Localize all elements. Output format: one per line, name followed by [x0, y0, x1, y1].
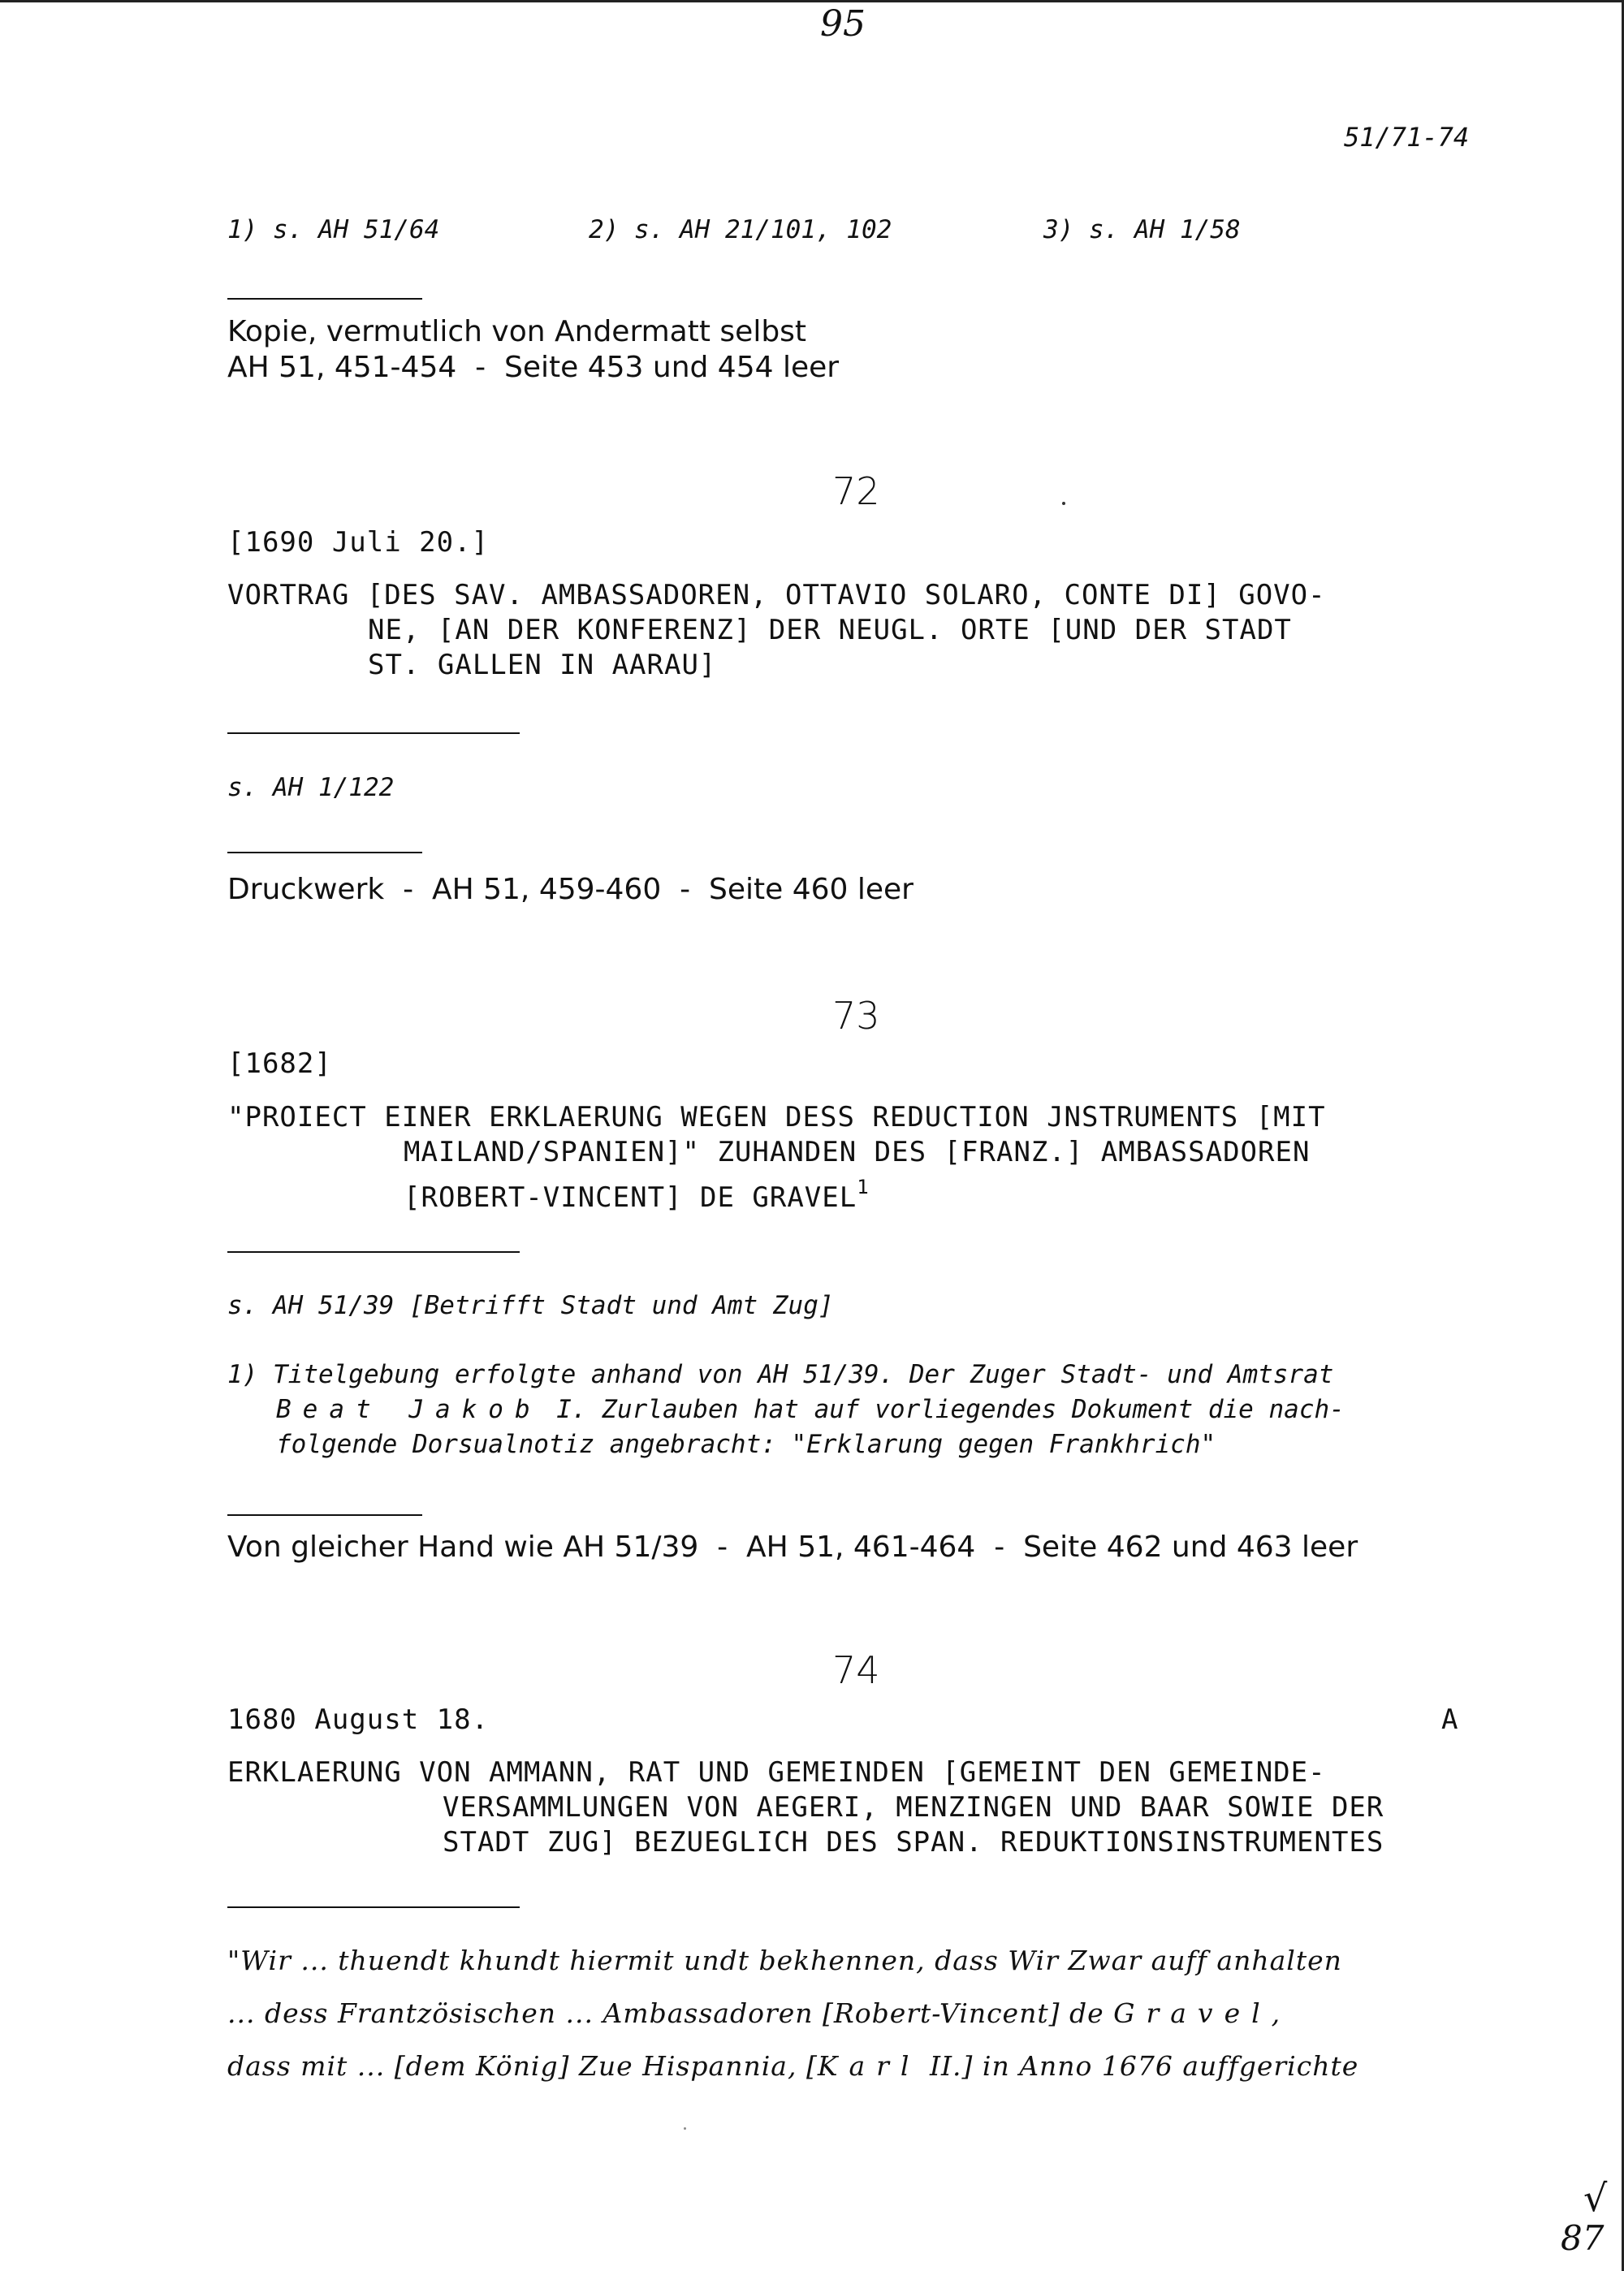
source-line: Von gleicher Hand wie AH 51/39 - AH 51, 461-464 - Seite 462 und 463 leer	[227, 1531, 1358, 1564]
quote-text: ... dess Frantzösischen ... Ambassadoren [Robert-Vincent] de	[227, 1997, 1114, 2029]
handwritten-number: 87	[1561, 2218, 1605, 2258]
separator-rule	[227, 298, 422, 300]
source-line: Druckwerk - AH 51, 459-460 - Seite 460 leer	[227, 873, 914, 906]
separator-rule	[227, 1906, 520, 1908]
document-number: 73	[832, 994, 880, 1038]
document-title-line: "PROIECT EINER ERKLAERUNG WEGEN DESS REDUCTION JNSTRUMENTS [MIT	[227, 1101, 1326, 1133]
document-title-line: ST. GALLEN IN AARAU]	[368, 649, 717, 681]
document-number: 74	[832, 1648, 880, 1692]
separator-rule	[227, 1514, 422, 1516]
document-title-line	[404, 1170, 870, 1215]
spaced-name: Beat Jakob	[276, 1395, 542, 1424]
footnote-text-rest: I. Zurlauben hat auf vorliegendes Dokument die nach-	[541, 1395, 1345, 1424]
source-line: AH 51, 451-454 - Seite 453 und 454 leer	[227, 351, 840, 384]
page-border-top	[0, 0, 1624, 2]
stray-dot	[684, 2127, 686, 2130]
quote-text: II.] in Anno 1676 auffgerichte	[920, 2050, 1359, 2082]
document-marker: A	[1441, 1703, 1459, 1736]
quote-text: dass mit ... [dem König] Zue Hispannia, [	[227, 2050, 818, 2082]
document-date: [1682]	[227, 1047, 332, 1080]
separator-rule	[227, 732, 520, 734]
stray-dot	[1062, 502, 1065, 505]
document-title-line: ERKLAERUNG VON AMMANN, RAT UND GEMEINDEN [GEMEINT DEN GEMEINDE-	[227, 1756, 1326, 1789]
document-title-line: VERSAMMLUNGEN VON AEGERI, MENZINGEN UND BAAR SOWIE DER	[443, 1791, 1384, 1824]
quote-line	[227, 1997, 1281, 2029]
footnote-text: 1) Titelgebung erfolgte anhand von AH 51/39. Der Zuger Stadt- und Amtsrat	[227, 1360, 1334, 1389]
footnote-2: 2) s. AH 21/101, 102	[589, 215, 892, 244]
footnote-text: folgende Dorsualnotiz angebracht: "Erklarung gegen Frankhrich"	[276, 1430, 1216, 1459]
page-reference: 51/71-74	[1344, 122, 1470, 153]
spaced-name: Karl	[817, 2050, 921, 2082]
document-title-line: NE, [AN DER KONFERENZ] DER NEUGL. ORTE [UND DER STADT	[368, 614, 1292, 646]
footnote-3: 3) s. AH 1/58	[1043, 215, 1241, 244]
quote-text: ,	[1271, 1997, 1281, 2029]
title-text: [ROBERT-VINCENT] DE GRAVEL	[404, 1181, 857, 1214]
checkmark-icon: √	[1583, 2176, 1608, 2220]
document-date: [1690 Juli 20.]	[227, 526, 490, 559]
source-line: Kopie, vermutlich von Andermatt selbst	[227, 315, 807, 348]
document-title-line: VORTRAG [DES SAV. AMBASSADOREN, OTTAVIO SOLARO, CONTE DI] GOVO-	[227, 579, 1326, 611]
footnote-marker: 1	[857, 1176, 870, 1198]
document-number: 72	[832, 469, 880, 513]
spaced-name: Gravel	[1113, 1997, 1272, 2029]
separator-rule	[227, 852, 422, 853]
handwritten-page-number: 95	[820, 3, 866, 45]
document-date: 1680 August 18.	[227, 1703, 490, 1736]
footnote-1: 1) s. AH 51/64	[227, 215, 440, 244]
footnote-text	[276, 1395, 1345, 1424]
reference-note: s. AH 51/39 [Betrifft Stadt und Amt Zug]	[227, 1291, 834, 1320]
quote-line	[227, 2050, 1358, 2082]
separator-rule	[227, 1251, 520, 1253]
document-title-line: STADT ZUG] BEZUEGLICH DES SPAN. REDUKTIONSINSTRUMENTES	[443, 1826, 1384, 1859]
quote-line: "Wir ... thuendt khundt hiermit undt bekhennen, dass Wir Zwar auff anhalten	[227, 1945, 1342, 1976]
reference-note: s. AH 1/122	[227, 773, 395, 802]
document-title-line: MAILAND/SPANIEN]" ZUHANDEN DES [FRANZ.] AMBASSADOREN	[404, 1136, 1311, 1168]
